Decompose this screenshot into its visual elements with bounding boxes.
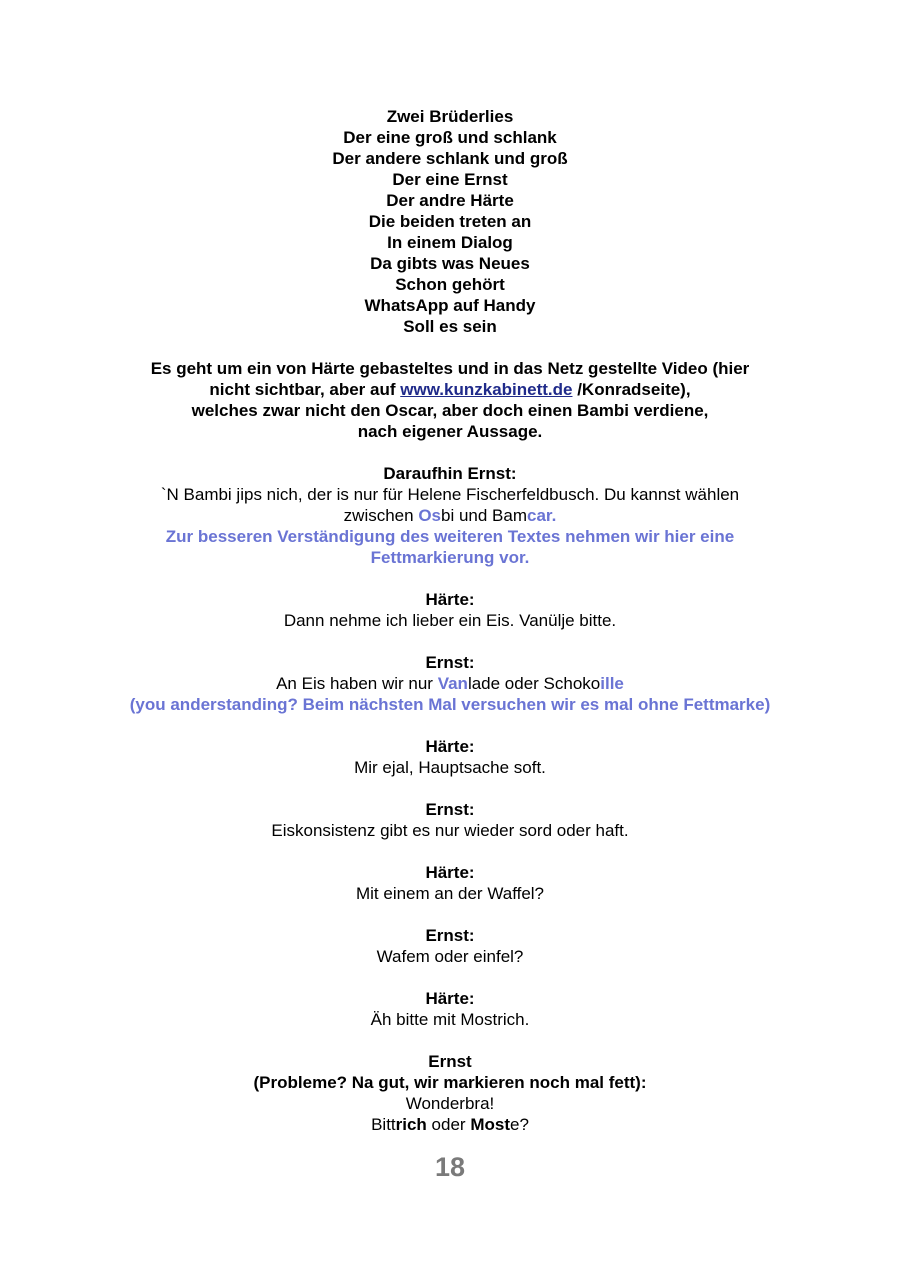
- speaker-label: Daraufhin Ernst:: [383, 464, 517, 483]
- text-run: An Eis haben wir nur: [276, 674, 438, 693]
- text-run: e?: [509, 1115, 529, 1134]
- text-run: Bitt: [371, 1115, 396, 1134]
- poem-line: Soll es sein: [403, 317, 497, 336]
- speaker-label: Ernst:: [425, 653, 475, 672]
- poem-line: Da gibts was Neues: [370, 254, 530, 273]
- spacer: [0, 715, 900, 736]
- poem-line: In einem Dialog: [387, 233, 513, 252]
- dialog-block: [0, 736, 900, 778]
- intro-text: /Konradseite),: [572, 380, 691, 399]
- poem: [0, 106, 900, 337]
- poem-line: Zwei Brüderlies: [386, 107, 514, 126]
- highlight-run: car.: [527, 506, 557, 525]
- dialog-block: [0, 652, 900, 715]
- spacer: [0, 1030, 900, 1051]
- speaker-label: Ernst:: [425, 800, 475, 819]
- intro-text: nicht sichtbar, aber auf: [209, 380, 401, 399]
- spacer: [0, 568, 900, 589]
- spacer: [0, 631, 900, 652]
- speaker-label: Ernst: [428, 1052, 472, 1071]
- dialog-block: [0, 988, 900, 1030]
- poem-line: Der andere schlank und groß: [332, 149, 568, 168]
- text-run: bi und Bam: [441, 506, 527, 525]
- editor-note: Zur besseren Verständigung des weiteren Textes nehmen wir hier eine: [165, 527, 735, 546]
- spacer: [0, 967, 900, 988]
- dialog-block: [0, 463, 900, 568]
- dialog-text: Äh bitte mit Mostrich.: [370, 1010, 530, 1029]
- poem-line: Der eine Ernst: [392, 170, 508, 189]
- dialog-block: [0, 1051, 900, 1135]
- speaker-label: Härte:: [425, 989, 475, 1008]
- speaker-label: Härte:: [425, 737, 475, 756]
- poem-line: Der andre Härte: [386, 191, 514, 210]
- dialog-text: [0, 673, 900, 694]
- spacer: [0, 442, 900, 463]
- editor-note: Fettmarkierung vor.: [370, 548, 530, 567]
- poem-line: Der eine groß und schlank: [343, 128, 557, 147]
- spacer: [0, 841, 900, 862]
- dialog-block: [0, 862, 900, 904]
- dialog-block: [0, 589, 900, 631]
- spacer: [0, 337, 900, 358]
- intro-line: welches zwar nicht den Oscar, aber doch einen Bambi verdiene,: [191, 401, 709, 420]
- dialog-text: Wafem oder einfel?: [376, 947, 524, 966]
- dialog-text: `N Bambi jips nich, der is nur für Helene Fischerfeldbusch. Du kannst wählen: [160, 485, 740, 504]
- speaker-label: Härte:: [425, 590, 475, 609]
- intro-line: Es geht um ein von Härte gebasteltes und in das Netz gestellte Video (hier: [150, 359, 750, 378]
- intro-paragraph: [0, 358, 900, 442]
- dialog-block: [0, 925, 900, 967]
- page-number: 18: [434, 1152, 466, 1182]
- dialog-text: Eiskonsistenz gibt es nur wieder sord oder haft.: [271, 821, 629, 840]
- website-link[interactable]: www.kunzkabinett.de: [400, 380, 573, 399]
- highlight-run: Os: [418, 506, 441, 525]
- editor-note: (you anderstanding? Beim nächsten Mal versuchen wir es mal ohne Fettmarke): [129, 695, 771, 714]
- intro-line: nach eigener Aussage.: [357, 422, 543, 441]
- editor-note: (Probleme? Na gut, wir markieren noch mal fett):: [253, 1073, 647, 1092]
- page-content: [0, 106, 900, 1135]
- spacer: [0, 778, 900, 799]
- poem-line: Die beiden treten an: [368, 212, 532, 231]
- speaker-label: Ernst:: [425, 926, 475, 945]
- intro-line: [0, 379, 900, 400]
- dialog-block: [0, 799, 900, 841]
- dialog-text: Dann nehme ich lieber ein Eis. Vanülje bitte.: [283, 611, 617, 630]
- bold-run: rich: [395, 1115, 427, 1134]
- dialog-text: Wonderbra!: [405, 1094, 495, 1113]
- highlight-run: Van: [437, 674, 468, 693]
- dialog-text: Mir ejal, Hauptsache soft.: [354, 758, 546, 777]
- dialog-text: Mit einem an der Waffel?: [355, 884, 545, 903]
- poem-line: Schon gehört: [395, 275, 505, 294]
- text-run: zwischen: [343, 506, 419, 525]
- text-run: oder: [426, 1115, 471, 1134]
- spacer: [0, 904, 900, 925]
- dialog-text: [0, 1114, 900, 1135]
- dialog-text: [0, 505, 900, 526]
- bold-run: Most: [470, 1115, 510, 1134]
- speaker-label: Härte:: [425, 863, 475, 882]
- highlight-run: ille: [600, 674, 624, 693]
- poem-line: WhatsApp auf Handy: [364, 296, 536, 315]
- text-run: lade oder Schoko: [467, 674, 601, 693]
